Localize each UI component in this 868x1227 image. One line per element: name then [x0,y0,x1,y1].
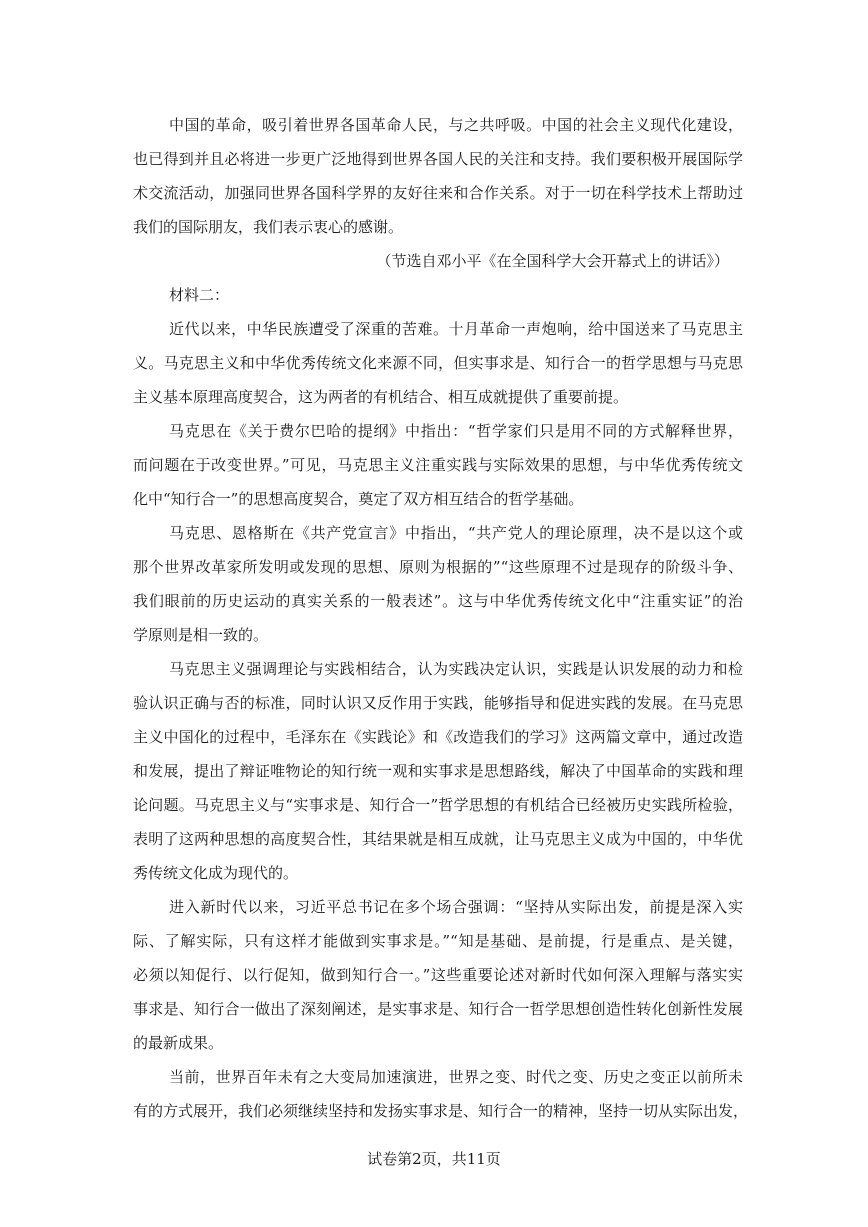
text-line: 事求是、知行合一做出了深刻阐述，是实事求是、知行合一哲学思想创造性转化创新性发展 [133,1000,743,1018]
text-line: 论问题。马克思主义与“实事求是、知行合一”哲学思想的有机结合已经被历史实践所检验， [133,796,743,814]
text-line: 当前，世界百年未有之大变局加速演进，世界之变、时代之变、历史之变正以前所未 [169,1068,743,1086]
text-line: 秀传统文化成为现代的。 [133,864,299,882]
text-line: 马克思主义强调理论与实践相结合，认为实践决定认识，实践是认识发展的动力和检 [169,660,743,678]
text-line: 表明了这两种思想的高度契合性，其结果就是相互成就，让马克思主义成为中国的，中华优 [133,830,743,848]
paragraph [133,890,743,1060]
paragraph [133,108,743,244]
text-line: 也已得到并且必将进一步更广泛地得到世界各国人民的关注和支持。我们要积极开展国际学 [133,150,743,168]
text-line: 我们眼前的历史运动的真实关系的一般表述”。这与中华优秀传统文化中“注重实证”的治 [133,592,743,610]
text-line: 义。马克思主义和中华优秀传统文化来源不同，但实事求是、知行合一的哲学思想与马克思 [133,354,743,372]
text-line: 进入新时代以来，习近平总书记在多个场合强调：“坚持从实际出发，前提是深入实 [169,898,743,916]
paragraph [133,516,743,652]
text-line: 主义中国化的过程中，毛泽东在《实践论》和《改造我们的学习》这两篇文章中，通过改造 [133,728,743,746]
text-line: 化中“知行合一”的思想高度契合，奠定了双方相互结合的哲学基础。 [133,490,584,508]
text-line: 验认识正确与否的标准，同时认识又反作用于实践，能够指导和促进实践的发展。在马克思 [133,694,743,712]
paragraph [133,1060,749,1128]
text-line: 马克思、恩格斯在《共产党宣言》中指出，“共产党人的理论原理，决不是以这个或 [169,524,743,542]
page-content [133,108,749,1128]
text-line: 必须以知促行、以行促知，做到知行合一。”这些重要论述对新时代如何深入理解与落实实 [133,966,743,984]
text-line: 有的方式展开，我们必须继续坚持和发扬实事求是、知行合一的精神，坚持一切从实际出发， [133,1102,749,1120]
text-line: 马克思在《关于费尔巴哈的提纲》中指出：“哲学家们只是用不同的方式解释世界， [169,422,743,440]
text-line: 中国的革命，吸引着世界各国革命人民，与之共呼吸。中国的社会主义现代化建设， [169,116,743,134]
material-heading: 材料二： [169,286,230,304]
text-line: 际、了解实际，只有这样才能做到实事求是。”“知是基础、是前提，行是重点、是关键， [133,932,743,950]
text-line: 学原则是相一致的。 [133,626,269,644]
paragraph [133,312,743,414]
page-footer: 试卷第2页，共11页 [367,1150,501,1168]
paragraph [133,414,743,516]
text-line: 的最新成果。 [133,1034,224,1052]
paragraph [133,652,743,890]
source-note: （节选自邓小平《在全国科学大会开幕式上的讲话》） [376,252,729,270]
text-line: 那个世界改革家所发明或发现的思想、原则为根据的”“这些原理不过是现存的阶级斗争、 [133,558,743,576]
text-line: 主义基本原理高度契合，这为两者的有机结合、相互成就提供了重要前提。 [133,388,629,406]
text-line: 和发展，提出了辩证唯物论的知行统一观和实事求是思想路线，解决了中国革命的实践和理 [133,762,743,780]
text-line: 而问题在于改变世界。”可见，马克思主义注重实践与实际效果的思想，与中华优秀传统文 [133,456,743,474]
text-line: 术交流活动，加强同世界各国科学界的友好往来和合作关系。对于一切在科学技术上帮助过 [133,184,743,202]
text-line: 我们的国际朋友，我们表示衷心的感谢。 [133,218,404,236]
text-line: 近代以来，中华民族遭受了深重的苦难。十月革命一声炮响，给中国送来了马克思主 [169,320,743,338]
